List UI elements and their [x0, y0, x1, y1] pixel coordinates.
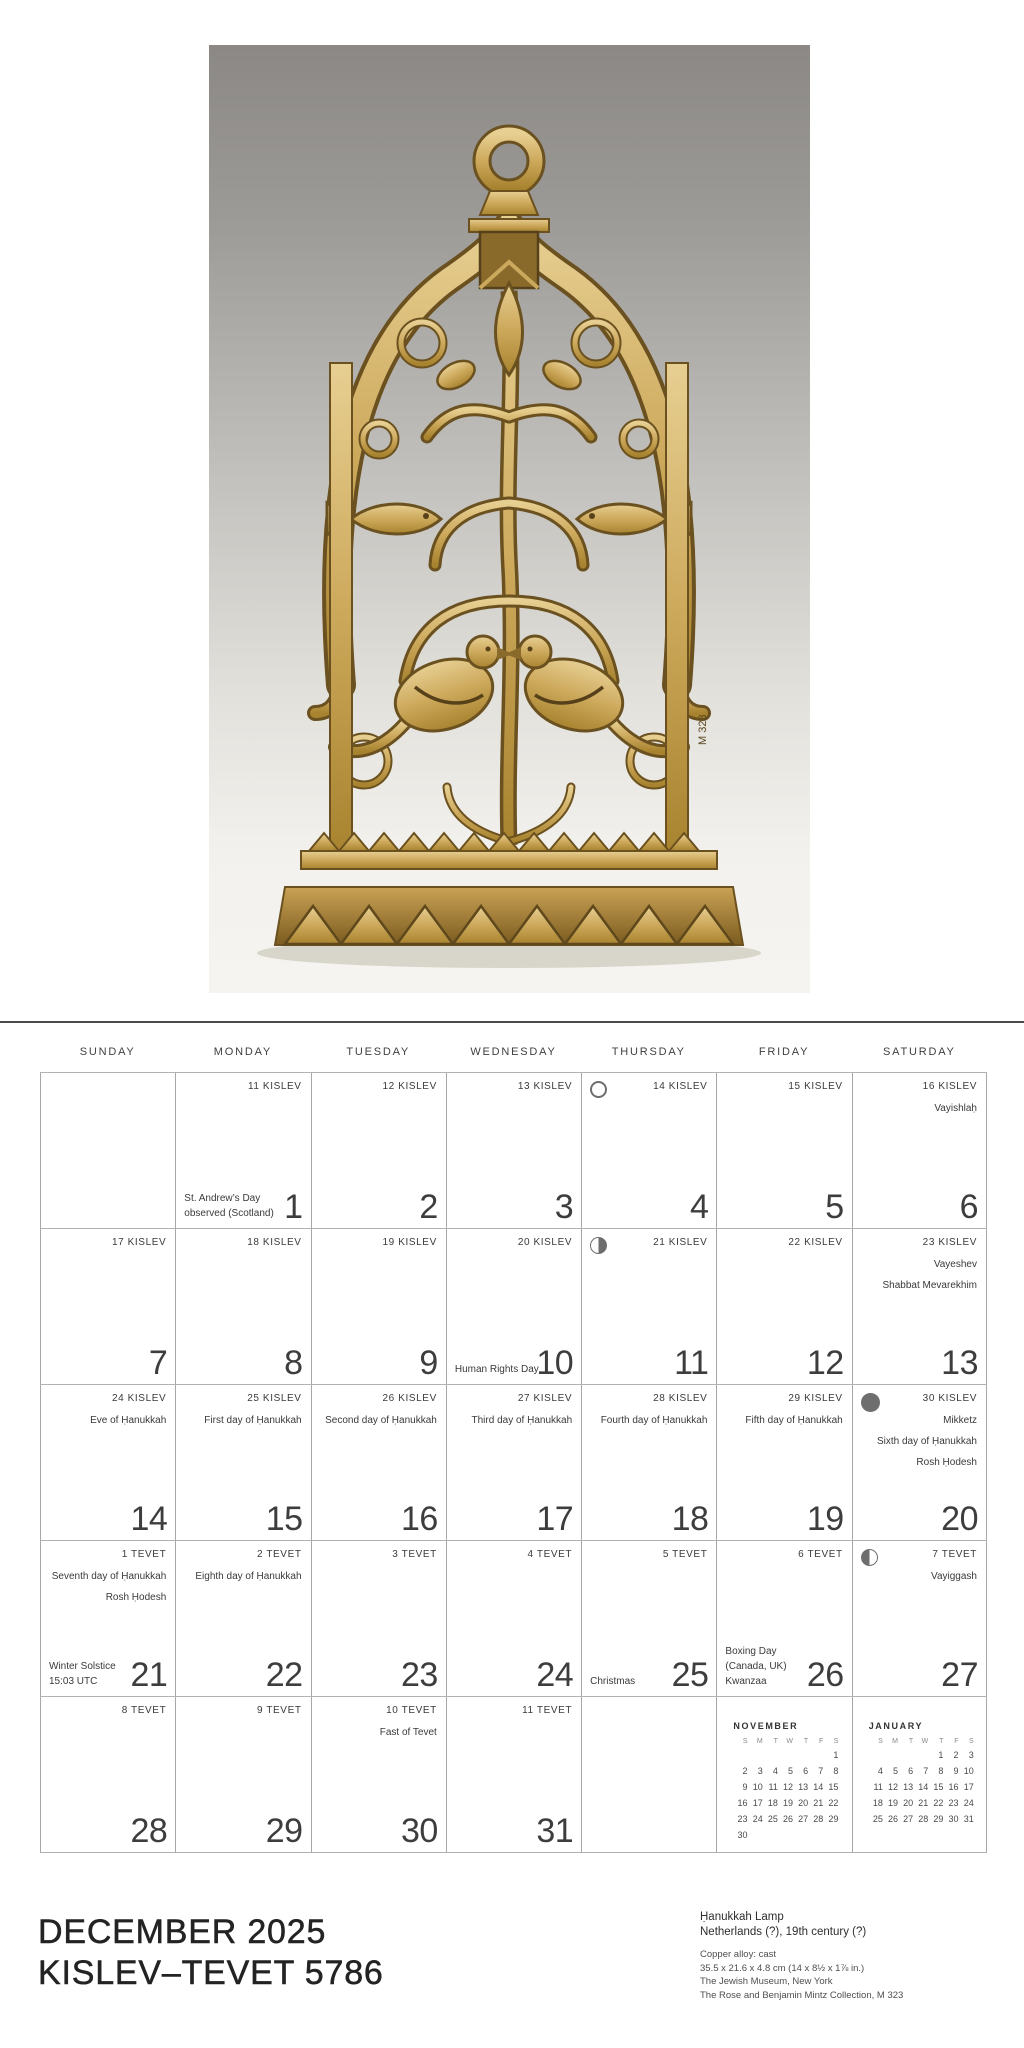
mini-day-number: 24: [963, 1798, 974, 1808]
hebrew-date-label: 17 KISLEV: [111, 1237, 167, 1248]
day-cell: [446, 1541, 581, 1696]
mini-day-number: 8: [938, 1766, 944, 1776]
calendar-week-row: [40, 1229, 987, 1385]
mini-day-number: 19: [782, 1798, 793, 1808]
hebrew-date-label: 16 KISLEV: [922, 1081, 977, 1092]
day-cell: [446, 1697, 581, 1852]
day-number: 16: [401, 1500, 438, 1538]
observance-label: Human Rights Day: [454, 1364, 539, 1375]
mini-day-number: 7: [818, 1766, 824, 1776]
mini-day-number: 1: [938, 1750, 944, 1760]
mini-day-letter: T: [939, 1738, 944, 1745]
holiday-label: Second day of Ḥanukkah: [325, 1415, 437, 1426]
day-cell: [446, 1073, 581, 1228]
hebrew-date-label: 14 KISLEV: [653, 1081, 708, 1092]
hebrew-date-label: 24 KISLEV: [111, 1393, 167, 1404]
caption-detail-line: Copper alloy: cast: [700, 1949, 777, 1960]
holiday-label: Shabbat Mevarekhim: [882, 1280, 977, 1291]
mini-day-number: 14: [918, 1782, 929, 1792]
mini-day-number: 10: [963, 1766, 974, 1776]
mini-day-number: [794, 1750, 809, 1766]
mini-day-number: 23: [737, 1814, 748, 1824]
section-divider: [0, 1021, 1024, 1023]
calendar-week-row: [40, 1541, 987, 1697]
observance-label: (Canada, UK): [725, 1661, 787, 1672]
holiday-label: Rosh Ḥodesh: [916, 1457, 977, 1468]
mini-day-number: [779, 1830, 794, 1846]
mini-day-number: 26: [887, 1814, 898, 1824]
day-cell: [852, 1697, 987, 1852]
day-number: 25: [671, 1656, 709, 1694]
day-number: 20: [941, 1500, 978, 1538]
holiday-labels: [601, 1415, 708, 1436]
observance-label: Christmas: [590, 1676, 636, 1687]
moon-phase-icon-full: [590, 1081, 607, 1098]
mini-calendar-grid: [869, 1738, 975, 1830]
day-cell: [311, 1541, 446, 1696]
day-cell: [446, 1229, 581, 1384]
holiday-label: Fifth day of Ḥanukkah: [745, 1415, 843, 1426]
day-number: 31: [536, 1812, 574, 1850]
mini-day-number: 14: [813, 1782, 824, 1792]
observance-labels: [725, 1644, 786, 1689]
mini-day-number: 9: [953, 1766, 959, 1776]
hebrew-date-label: 25 KISLEV: [247, 1393, 302, 1404]
day-cell: [581, 1073, 716, 1228]
mini-day-number: 31: [963, 1814, 974, 1824]
day-number: 17: [536, 1500, 574, 1538]
mini-day-number: 21: [813, 1798, 824, 1808]
mini-day-letter: W: [786, 1738, 793, 1745]
mini-day-number: 10: [752, 1782, 763, 1792]
hebrew-date-label: 11 TEVET: [522, 1705, 573, 1716]
mini-day-number: [899, 1750, 914, 1766]
observance-labels: [49, 1659, 116, 1689]
mini-day-letter: M: [756, 1738, 763, 1745]
weekday-header: TUESDAY: [346, 1046, 411, 1058]
day-number: 21: [130, 1656, 168, 1694]
holiday-labels: [745, 1415, 842, 1436]
holiday-label: Fourth day of Ḥanukkah: [600, 1415, 708, 1426]
mini-day-number: 20: [903, 1798, 914, 1808]
day-cell: [175, 1697, 310, 1852]
mini-day-number: 24: [752, 1814, 763, 1824]
holiday-labels: [877, 1415, 977, 1478]
holiday-label: Third day of Ḥanukkah: [471, 1415, 573, 1426]
hebrew-year-title: KISLEV–TEVET 5786: [38, 1954, 384, 1992]
day-number: 13: [941, 1344, 978, 1382]
mini-day-number: 26: [782, 1814, 793, 1824]
day-cell: [581, 1541, 716, 1696]
day-number: 9: [419, 1344, 438, 1382]
mini-day-number: 17: [752, 1798, 763, 1808]
observance-label: 15:03 UTC: [49, 1676, 98, 1687]
hebrew-date-label: 2 TEVET: [256, 1549, 302, 1560]
hebrew-date-label: 21 KISLEV: [653, 1237, 708, 1248]
mini-day-number: [824, 1830, 839, 1846]
hebrew-date-label: 19 KISLEV: [382, 1237, 437, 1248]
mini-day-number: 18: [767, 1798, 778, 1808]
mini-day-number: 7: [923, 1766, 929, 1776]
day-cell: [852, 1385, 987, 1540]
mini-day-number: [749, 1750, 764, 1766]
moon-phase-icon-first-quarter: [861, 1549, 878, 1566]
mini-day-number: 29: [828, 1814, 839, 1824]
holiday-label: Seventh day of Ḥanukkah: [51, 1571, 167, 1582]
artwork-photo: [209, 45, 810, 993]
observance-labels: [590, 1674, 635, 1689]
observance-labels: [455, 1362, 539, 1377]
hebrew-date-label: 29 KISLEV: [788, 1393, 843, 1404]
caption-detail-line: The Jewish Museum, New York: [700, 1976, 833, 1987]
day-cell: [40, 1229, 175, 1384]
mini-calendar-grid: [733, 1738, 839, 1846]
footer-title-block: [38, 1912, 384, 1994]
holiday-label: Eve of Ḥanukkah: [90, 1415, 167, 1426]
day-cell: [852, 1541, 987, 1696]
day-number: 29: [265, 1812, 303, 1850]
mini-day-letter: T: [773, 1738, 778, 1745]
mini-day-number: 18: [872, 1798, 883, 1808]
mini-day-number: 25: [872, 1814, 883, 1824]
day-number: 22: [265, 1656, 303, 1694]
holiday-label: Vayishlaḥ: [934, 1103, 977, 1114]
day-number: 8: [284, 1344, 303, 1382]
mini-day-number: 16: [737, 1798, 748, 1808]
caption-detail-line: 35.5 x 21.6 x 4.8 cm (14 x 8½ x 1⅞ in.): [700, 1962, 865, 1974]
mini-day-number: 13: [798, 1782, 809, 1792]
mini-day-number: 16: [948, 1782, 959, 1792]
mini-day-number: 5: [787, 1766, 793, 1776]
holiday-labels: [204, 1415, 301, 1436]
weekday-header: THURSDAY: [611, 1046, 686, 1058]
holiday-label: Rosh Ḥodesh: [105, 1592, 167, 1603]
weekday-header: MONDAY: [213, 1046, 273, 1058]
mini-day-number: 25: [767, 1814, 778, 1824]
day-cell: [311, 1385, 446, 1540]
mini-day-number: 30: [948, 1814, 959, 1824]
day-cell: [716, 1541, 851, 1696]
mini-day-number: 12: [782, 1782, 793, 1792]
artwork-caption-details: [700, 1948, 903, 2002]
holiday-labels: [52, 1571, 167, 1613]
hebrew-date-label: 22 KISLEV: [788, 1237, 843, 1248]
hebrew-date-label: 3 TEVET: [392, 1549, 437, 1560]
hebrew-date-label: 27 KISLEV: [517, 1393, 573, 1404]
mini-day-number: 2: [953, 1750, 959, 1760]
mini-day-number: 17: [963, 1782, 974, 1792]
day-number: 6: [959, 1188, 978, 1226]
mini-day-number: 19: [887, 1798, 898, 1808]
hebrew-date-label: 8 TEVET: [121, 1705, 167, 1716]
day-cell: [716, 1697, 851, 1852]
mini-day-number: 15: [828, 1782, 839, 1792]
day-number: 28: [130, 1812, 168, 1850]
hebrew-date-label: 7 TEVET: [932, 1549, 977, 1560]
mini-day-letter: S: [878, 1738, 883, 1745]
day-cell: [40, 1073, 175, 1228]
holiday-label: Vayiggash: [931, 1571, 977, 1582]
mini-day-number: 3: [757, 1766, 763, 1776]
mini-calendar-title: JANUARY: [868, 1721, 924, 1731]
observance-label: Kwanzaa: [725, 1676, 767, 1687]
mini-day-number: [884, 1750, 899, 1766]
weekday-header: FRIDAY: [758, 1046, 810, 1058]
artwork-caption: [700, 1910, 903, 2002]
mini-day-number: 4: [877, 1766, 883, 1776]
mini-day-number: 28: [813, 1814, 824, 1824]
mini-day-number: 6: [803, 1766, 809, 1776]
mini-day-number: 22: [933, 1798, 944, 1808]
mini-day-letter: F: [954, 1738, 959, 1745]
day-number: 14: [130, 1500, 168, 1538]
mini-day-number: 4: [772, 1766, 778, 1776]
holiday-labels: [934, 1103, 977, 1124]
hebrew-date-label: 18 KISLEV: [247, 1237, 302, 1248]
holiday-labels: [90, 1415, 166, 1436]
mini-day-number: 5: [892, 1766, 898, 1776]
calendar-grid: [40, 1072, 987, 1853]
hebrew-date-label: 5 TEVET: [662, 1549, 708, 1560]
day-cell: [716, 1385, 851, 1540]
artifact-inscription: M 323: [697, 714, 709, 745]
day-cell: [175, 1541, 310, 1696]
mini-day-number: [794, 1830, 809, 1846]
day-number: 26: [806, 1656, 844, 1694]
holiday-label: Eighth day of Ḥanukkah: [195, 1571, 302, 1582]
day-number: 18: [671, 1500, 709, 1538]
hebrew-date-label: 13 KISLEV: [517, 1081, 573, 1092]
day-number: 1: [284, 1188, 303, 1226]
hebrew-date-label: 4 TEVET: [527, 1549, 573, 1560]
weekday-header: SATURDAY: [883, 1046, 956, 1058]
day-number: 11: [674, 1344, 709, 1382]
mini-day-number: 8: [833, 1766, 839, 1776]
holiday-labels: [195, 1571, 301, 1592]
holiday-label: Fast of Tevet: [379, 1727, 437, 1738]
mini-day-number: 27: [798, 1814, 809, 1824]
mini-day-number: 6: [908, 1766, 914, 1776]
holiday-label: Vayeshev: [933, 1259, 977, 1270]
artwork-caption-origin: Netherlands (?), 19th century (?): [700, 1926, 867, 1938]
mini-day-number: 21: [918, 1798, 929, 1808]
hebrew-date-label: 11 KISLEV: [247, 1081, 302, 1092]
mini-day-number: 9: [742, 1782, 748, 1792]
day-cell: [852, 1229, 987, 1384]
day-cell: [716, 1229, 851, 1384]
mini-day-number: 29: [933, 1814, 944, 1824]
weekday-header: SUNDAY: [79, 1046, 136, 1058]
day-cell: [40, 1697, 175, 1852]
hebrew-date-label: 30 KISLEV: [922, 1393, 977, 1404]
mini-day-number: 13: [903, 1782, 914, 1792]
mini-day-number: [733, 1750, 748, 1766]
mini-day-number: 3: [968, 1750, 974, 1760]
day-cell: [581, 1385, 716, 1540]
mini-day-number: [764, 1750, 779, 1766]
mini-day-number: [869, 1750, 884, 1766]
mini-day-letter: M: [892, 1738, 898, 1745]
hebrew-date-label: 15 KISLEV: [788, 1081, 843, 1092]
mini-day-number: 11: [768, 1782, 778, 1792]
mini-day-number: [764, 1830, 779, 1846]
day-number: 15: [265, 1500, 303, 1538]
holiday-label: First day of Ḥanukkah: [204, 1415, 302, 1426]
mini-day-number: [914, 1750, 929, 1766]
calendar-week-row: [40, 1697, 987, 1853]
mini-day-letter: T: [908, 1738, 914, 1745]
hebrew-date-label: 10 TEVET: [386, 1705, 437, 1716]
day-number: 12: [806, 1344, 844, 1382]
hebrew-date-label: 26 KISLEV: [382, 1393, 437, 1404]
mini-calendar-title: NOVEMBER: [733, 1721, 799, 1731]
mini-day-number: [749, 1830, 764, 1846]
day-cell: [311, 1229, 446, 1384]
mini-day-number: 28: [918, 1814, 929, 1824]
mini-day-number: 22: [828, 1798, 839, 1808]
mini-day-letter: S: [969, 1738, 974, 1745]
caption-detail-line: The Rose and Benjamin Mintz Collection, M 323: [700, 1989, 904, 2001]
mini-day-number: [809, 1750, 824, 1766]
observance-label: observed (Scotland): [184, 1208, 274, 1219]
day-number: 4: [690, 1188, 709, 1226]
day-number: 5: [825, 1188, 844, 1226]
holiday-labels: [380, 1727, 437, 1748]
day-number: 19: [806, 1500, 844, 1538]
day-number: 24: [536, 1656, 574, 1694]
day-cell: [175, 1385, 310, 1540]
mini-day-letter: W: [921, 1738, 929, 1745]
day-cell: [311, 1073, 446, 1228]
mini-day-number: 27: [903, 1814, 914, 1824]
day-cell: [40, 1541, 175, 1696]
day-number: 2: [419, 1188, 438, 1226]
mini-day-number: 11: [873, 1782, 883, 1792]
mini-day-letter: F: [818, 1738, 824, 1745]
mini-day-number: 30: [737, 1830, 748, 1840]
mini-day-number: [809, 1830, 824, 1846]
day-number: 30: [401, 1812, 438, 1850]
day-cell: [446, 1385, 581, 1540]
hebrew-date-label: 9 TEVET: [256, 1705, 302, 1716]
mini-day-letter: S: [833, 1738, 839, 1745]
hebrew-date-label: 6 TEVET: [798, 1549, 843, 1560]
observance-label: Boxing Day: [725, 1646, 777, 1657]
day-cell: [716, 1073, 851, 1228]
hebrew-date-label: 20 KISLEV: [517, 1237, 573, 1248]
mini-day-number: 1: [833, 1750, 839, 1760]
hebrew-date-label: 1 TEVET: [121, 1549, 167, 1560]
mini-day-letter: T: [803, 1738, 809, 1745]
day-number: 3: [554, 1188, 574, 1226]
day-cell: [175, 1073, 310, 1228]
moon-phase-icon-new: [861, 1393, 880, 1412]
holiday-labels: [883, 1259, 978, 1301]
mini-day-number: [779, 1750, 794, 1766]
day-cell: [40, 1385, 175, 1540]
hebrew-date-label: 23 KISLEV: [922, 1237, 977, 1248]
calendar-week-row: [40, 1073, 987, 1229]
holiday-labels: [325, 1415, 437, 1436]
day-cell: [175, 1229, 310, 1384]
calendar-week-row: [40, 1385, 987, 1541]
hanukkah-lamp-illustration: [209, 45, 810, 993]
mini-day-letter: S: [742, 1738, 748, 1745]
weekday-header-row: [40, 1046, 987, 1058]
observance-label: St. Andrew’s Day: [184, 1193, 261, 1204]
day-cell: [852, 1073, 987, 1228]
day-number: 27: [941, 1656, 978, 1694]
hebrew-date-label: 28 KISLEV: [653, 1393, 708, 1404]
weekday-header: WEDNESDAY: [470, 1046, 557, 1058]
mini-calendar-november: [733, 1721, 839, 1846]
day-cell: [581, 1229, 716, 1384]
mini-day-number: 2: [742, 1766, 748, 1776]
day-number: 7: [148, 1344, 168, 1382]
holiday-labels: [931, 1571, 977, 1592]
observance-labels: [184, 1191, 274, 1221]
holiday-labels: [472, 1415, 573, 1436]
observance-label: Winter Solstice: [49, 1661, 116, 1672]
day-number: 10: [536, 1344, 574, 1382]
day-cell: [311, 1697, 446, 1852]
mini-day-number: 12: [887, 1782, 898, 1792]
month-title: DECEMBER 2025: [38, 1913, 327, 1951]
hebrew-date-label: 12 KISLEV: [382, 1081, 437, 1092]
holiday-label: Mikketz: [943, 1415, 977, 1426]
holiday-label: Sixth day of Ḥanukkah: [876, 1436, 977, 1447]
artwork-caption-title: Ḥanukkah Lamp: [700, 1911, 784, 1923]
mini-day-number: 20: [798, 1798, 809, 1808]
mini-day-number: 15: [933, 1782, 944, 1792]
mini-calendar-january: [869, 1721, 975, 1830]
day-number: 23: [401, 1656, 438, 1694]
moon-phase-icon-last-quarter: [590, 1237, 607, 1254]
mini-day-number: 23: [948, 1798, 959, 1808]
day-cell: [581, 1697, 716, 1852]
